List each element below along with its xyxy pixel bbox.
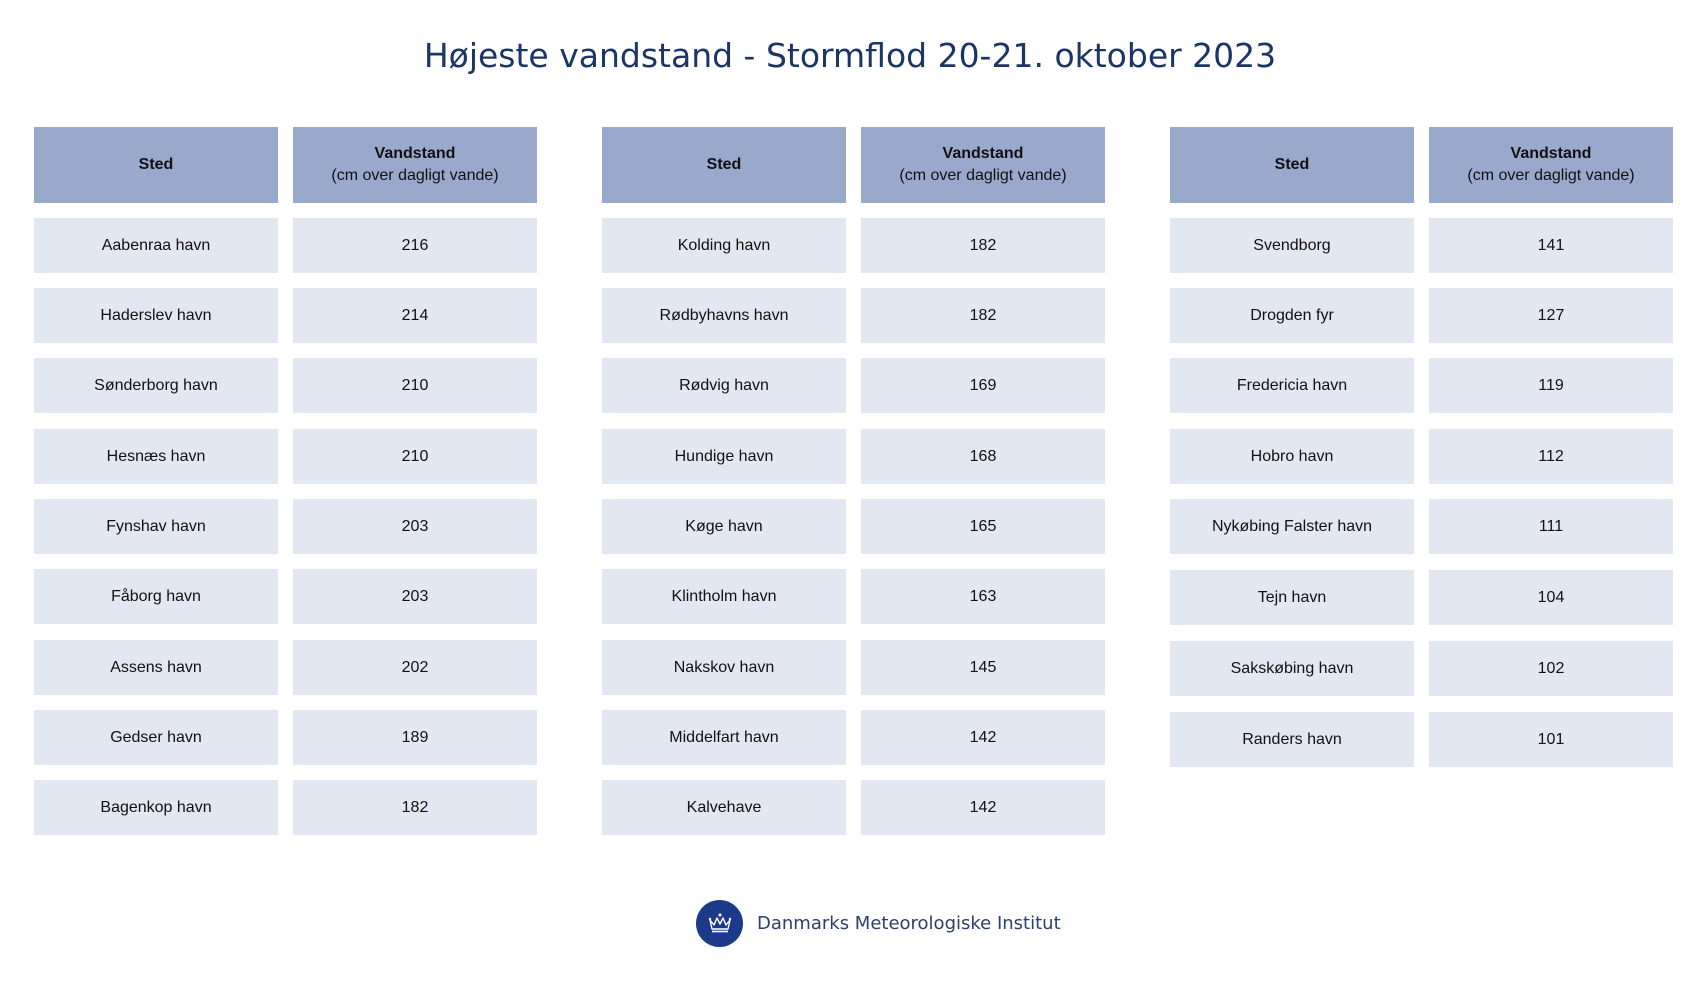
crown-icon xyxy=(696,900,743,947)
table-cell-value: 142 xyxy=(861,710,1105,765)
page-title: Højeste vandstand - Stormflod 20-21. oktober 2023 xyxy=(423,36,1277,75)
table-cell-sted: Middelfart havn xyxy=(602,710,846,765)
header-sted: Sted xyxy=(602,127,846,203)
table-cell-sted: Fåborg havn xyxy=(34,569,278,624)
table-cell-value: 102 xyxy=(1429,641,1673,696)
table-cell-value: 182 xyxy=(861,288,1105,343)
table-cell-value: 101 xyxy=(1429,712,1673,767)
table-cell-value: 168 xyxy=(861,429,1105,484)
header-sted: Sted xyxy=(1170,127,1414,203)
table-cell-value: 165 xyxy=(861,499,1105,554)
table-cell-sted: Fredericia havn xyxy=(1170,358,1414,413)
table-cell-value: 104 xyxy=(1429,570,1673,625)
table-cell-sted: Bagenkop havn xyxy=(34,780,278,835)
organization-name: Danmarks Meteorologiske Institut xyxy=(757,912,1061,934)
table-cell-sted: Nykøbing Falster havn xyxy=(1170,499,1414,554)
table-cell-value: 169 xyxy=(861,358,1105,413)
table-cell-sted: Sakskøbing havn xyxy=(1170,641,1414,696)
table-cell-value: 189 xyxy=(293,710,537,765)
header-vandstand: Vandstand (cm over dagligt vande) xyxy=(861,127,1105,203)
table-cell-value: 202 xyxy=(293,640,537,695)
table-cell-sted: Tejn havn xyxy=(1170,570,1414,625)
table-cell-value: 210 xyxy=(293,358,537,413)
table-cell-value: 119 xyxy=(1429,358,1673,413)
table-cell-sted: Kolding havn xyxy=(602,218,846,273)
table-cell-value: 203 xyxy=(293,499,537,554)
table-cell-value: 214 xyxy=(293,288,537,343)
table-cell-value: 145 xyxy=(861,640,1105,695)
table-cell-value: 141 xyxy=(1429,218,1673,273)
table-cell-sted: Nakskov havn xyxy=(602,640,846,695)
table-cell-value: 163 xyxy=(861,569,1105,624)
table-cell-value: 216 xyxy=(293,218,537,273)
table-cell-sted: Randers havn xyxy=(1170,712,1414,767)
table-cell-sted: Svendborg xyxy=(1170,218,1414,273)
header-vandstand: Vandstand (cm over dagligt vande) xyxy=(293,127,537,203)
table-cell-sted: Hundige havn xyxy=(602,429,846,484)
table-cell-value: 203 xyxy=(293,569,537,624)
table-cell-sted: Sønderborg havn xyxy=(34,358,278,413)
table-cell-sted: Assens havn xyxy=(34,640,278,695)
table-cell-value: 210 xyxy=(293,429,537,484)
table-cell-sted: Køge havn xyxy=(602,499,846,554)
table-cell-sted: Rødbyhavns havn xyxy=(602,288,846,343)
footer xyxy=(696,899,1061,947)
table-cell-value: 182 xyxy=(861,218,1105,273)
table-cell-value: 112 xyxy=(1429,429,1673,484)
table-cell-value: 142 xyxy=(861,780,1105,835)
table-cell-value: 182 xyxy=(293,780,537,835)
table-cell-sted: Hobro havn xyxy=(1170,429,1414,484)
table-cell-sted: Rødvig havn xyxy=(602,358,846,413)
header-vandstand: Vandstand (cm over dagligt vande) xyxy=(1429,127,1673,203)
header-sted: Sted xyxy=(34,127,278,203)
table-cell-sted: Kalvehave xyxy=(602,780,846,835)
table-cell-sted: Drogden fyr xyxy=(1170,288,1414,343)
table-cell-sted: Gedser havn xyxy=(34,710,278,765)
table-cell-sted: Fynshav havn xyxy=(34,499,278,554)
table-cell-value: 111 xyxy=(1429,499,1673,554)
table-cell-sted: Haderslev havn xyxy=(34,288,278,343)
table-cell-sted: Hesnæs havn xyxy=(34,429,278,484)
table-cell-value: 127 xyxy=(1429,288,1673,343)
table-cell-sted: Aabenraa havn xyxy=(34,218,278,273)
table-cell-sted: Klintholm havn xyxy=(602,569,846,624)
